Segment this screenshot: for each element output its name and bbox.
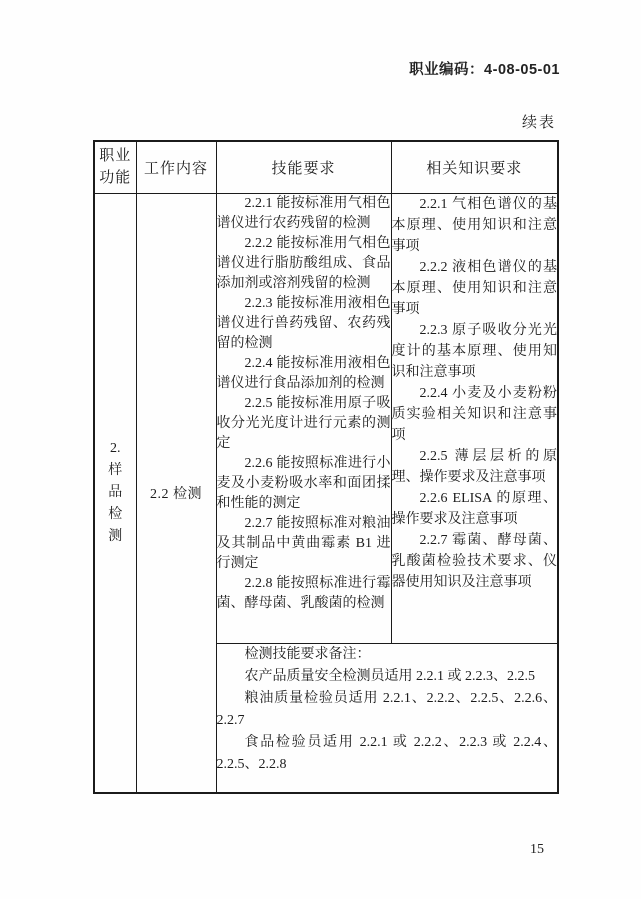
header-occupation-function-label: 职业功能 [99, 148, 132, 187]
header-knowledge-requirements: 相关知识要求 [391, 141, 558, 193]
skill-item: 2.2.2 能按标准用气相色谱仪进行脂肪酸组成、食品添加剂或溶剂残留的检测 [216, 235, 391, 291]
skill-requirements-cell [216, 193, 391, 643]
skill-item: 2.2.5 能按标准用原子吸收分光光度计进行元素的测定 [216, 395, 391, 451]
skill-item: 2.2.4 能按标准用液相色谱仪进行食品添加剂的检测 [216, 355, 391, 391]
note-line: 检测技能要求备注： [244, 646, 371, 662]
skill-item: 2.2.6 能按照标准进行小麦及小麦粉吸水率和面团揉和性能的测定 [216, 455, 391, 511]
knowledge-requirements-cell [391, 193, 558, 643]
work-content-label: 2.2 检测 [150, 486, 202, 502]
header-work-content: 工作内容 [136, 141, 216, 193]
knowledge-item: 2.2.1 气相色谱仪的基本原理、使用知识和注意事项 [391, 196, 557, 254]
header-skill-requirements: 技能要求 [216, 141, 391, 193]
table-header-row [94, 141, 558, 193]
knowledge-item: 2.2.7 霉菌、酵母菌、乳酸菌检验技术要求、仪器使用知识及注意事项 [391, 532, 557, 590]
knowledge-item: 2.2.4 小麦及小麦粉粉质实验相关知识和注意事项 [391, 385, 557, 443]
requirements-table [93, 140, 559, 794]
skill-item: 2.2.1 能按标准用气相色谱仪进行农药残留的检测 [216, 195, 391, 231]
knowledge-item: 2.2.5 薄层层析的原理、操作要求及注意事项 [391, 448, 557, 485]
page-number: 15 [530, 842, 544, 857]
skill-item: 2.2.3 能按标准用液相色谱仪进行兽药残留、农药残留的检测 [216, 295, 391, 351]
note-line: 粮油质量检验员适用 2.2.1、2.2.2、2.2.5、2.2.6、2.2.7 [216, 690, 557, 728]
function-number: 2. [110, 440, 121, 456]
skill-item: 2.2.7 能按照标准对粮油及其制品中黄曲霉素 B1 进行测定 [216, 515, 391, 571]
occupation-code-label: 职业编码：4-08-05-01 [409, 62, 560, 78]
table-body-row [94, 193, 558, 643]
skill-item: 2.2.8 能按照标准进行霉菌、酵母菌、乳酸菌的检测 [216, 575, 391, 611]
knowledge-item: 2.2.6 ELISA 的原理、操作要求及注意事项 [391, 490, 557, 527]
note-line: 食品检验员适用 2.2.1 或 2.2.2、2.2.3 或 2.2.4、2.2.5、2.2.8 [216, 734, 557, 772]
notes-cell [216, 643, 558, 793]
function-name-vertical: 样品检测 [108, 462, 123, 544]
knowledge-item: 2.2.2 液相色谱仪的基本原理、使用知识和注意事项 [391, 259, 557, 317]
note-line: 农产品质量安全检测员适用 2.2.1 或 2.2.3、2.2.5 [244, 668, 535, 684]
work-content-cell [136, 193, 216, 793]
knowledge-item: 2.2.3 原子吸收分光光度计的基本原理、使用知识和注意事项 [391, 322, 557, 380]
continued-table-label: 续表 [521, 115, 556, 131]
occupation-function-cell [94, 193, 136, 793]
header-occupation-function [94, 141, 136, 193]
